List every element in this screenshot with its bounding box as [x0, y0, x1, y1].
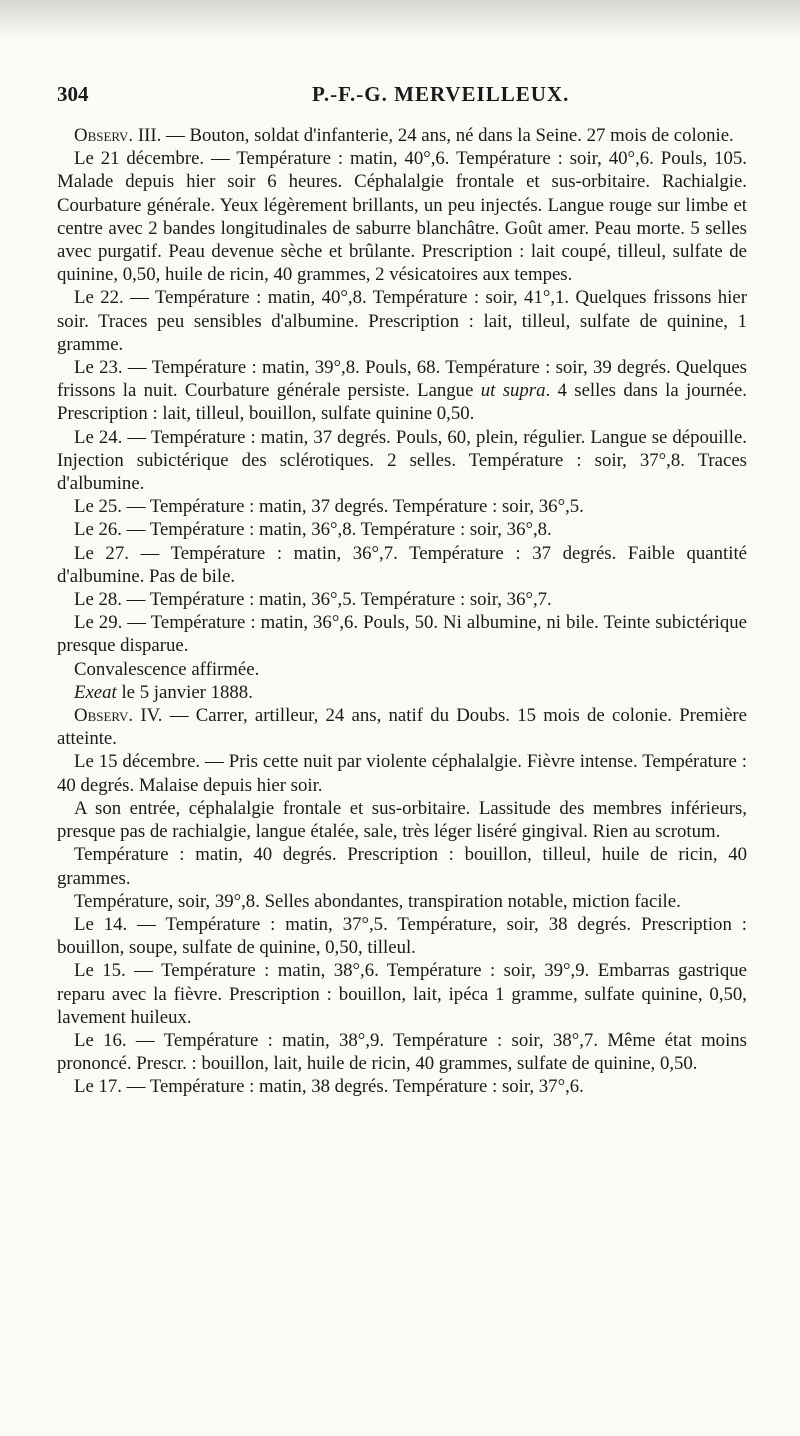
paragraph: Observ. IV. — Carrer, artilleur, 24 ans, natif du Doubs. 15 mois de colonie. Première atteinte. [57, 705, 748, 750]
paragraph: Le 15. — Température : matin, 38°,6. Température : soir, 39°,9. Embarras gastrique reparu avec la fièvre. Prescription : bouillon, lait, ipéca 1 gramme, sulfate quinine, 0,50, lavement huileux. [57, 960, 747, 1028]
paragraph: Convalescence affirmée. [74, 658, 260, 680]
observation-label: Observ. III. [74, 125, 162, 146]
observation-label: Observ. IV. [74, 705, 163, 727]
paragraph: Le 15 décembre. — Pris cette nuit par violente céphalalgie. Fièvre intense. Température : 40 degrés. Malaise depuis hier soir. [57, 751, 747, 796]
paragraph: Le 17. — Température : matin, 38 degrés. Température : soir, 37°,6. [74, 1076, 584, 1098]
paragraph: Observ. III. — Bouton, soldat d'infanterie, 24 ans, né dans la Seine. 27 mois de colonie. [74, 125, 734, 146]
page-number: 304 [57, 82, 89, 106]
paragraph: Température : matin, 40 degrés. Prescription : bouillon, tilleul, huile de ricin, 40 grammes. [57, 844, 747, 889]
paragraph: Le 21 décembre. — Température : matin, 40°,6. Température : soir, 40°,6. Pouls, 105. Malade depuis hier soir 6 heures. Céphalalgie frontale et sus-orbitaire. Rachialgie. Courbature générale. Yeux légèrement brillants, un peu injectés. Langue rouge sur limbe et centre avec 2 bandes longitudinales de saburre blanchâtre. Goût amer. Peau morte. 5 selles avec purgatif. Peau devenue sèche et brûlante. Prescription : lait coupé, tilleul, sulfate de quinine, 0,50, huile de ricin, 40 grammes, 2 vésicatoires aux tempes. [57, 148, 747, 286]
paragraph: Exeat le 5 janvier 1888. [74, 681, 253, 703]
running-title: P.-F.-G. MERVEILLEUX. [312, 82, 570, 106]
paragraph: Le 14. — Température : matin, 37°,5. Température, soir, 38 degrés. Prescription : bouillon, soupe, sulfate de quinine, 0,50, tilleul. [57, 913, 747, 959]
paragraph: Le 23. — Température : matin, 39°,8. Pouls, 68. Température : soir, 39 degrés. Quelques frissons la nuit. Courbature générale persiste. Langue ut supra. 4 selles dans la journée. Prescription : lait, tilleul, bouillon, sulfate quinine 0,50. [57, 357, 748, 425]
paragraph: Le 29. — Température : matin, 36°,6. Pouls, 50. Ni albumine, ni bile. Teinte subictérique presque disparue. [57, 612, 747, 657]
paragraph: Le 16. — Température : matin, 38°,9. Température : soir, 38°,7. Même état moins prononcé. Prescr. : bouillon, lait, huile de ricin, 40 grammes, sulfate de quinine, 0,50. [57, 1029, 747, 1075]
paragraph: Le 24. — Température : matin, 37 degrés. Pouls, 60, plein, régulier. Langue se dépouille. Injection subictérique des sclérotiques. 2 selles. Température : soir, 37°,8. Traces d'albumine. [57, 426, 747, 495]
paragraph: Le 25. — Température : matin, 37 degrés. Température : soir, 36°,5. [74, 496, 584, 518]
paragraph: Température, soir, 39°,8. Selles abondantes, transpiration notable, miction facile. [74, 890, 681, 912]
scan-shadow [0, 0, 800, 38]
paragraph: A son entrée, céphalalgie frontale et sus-orbitaire. Lassitude des membres inférieurs, presque pas de rachialgie, langue étalée, sale, très léger liséré gingival. Rien au scrotum. [57, 797, 747, 843]
body-text [57, 124, 747, 1099]
paragraph: Le 28. — Température : matin, 36°,5. Température : soir, 36°,7. [74, 589, 552, 611]
paragraph: Le 22. — Température : matin, 40°,8. Température : soir, 41°,1. Quelques frissons hier soir. Traces peu sensibles d'albumine. Prescription : lait, tilleul, sulfate de quinine, 1 gramme. [57, 287, 747, 355]
page-header [57, 82, 747, 112]
paragraph: Le 26. — Température : matin, 36°,8. Température : soir, 36°,8. [74, 519, 552, 541]
paragraph: Le 27. — Température : matin, 36°,7. Température : 37 degrés. Faible quantité d'albumine. Pas de bile. [57, 542, 747, 587]
